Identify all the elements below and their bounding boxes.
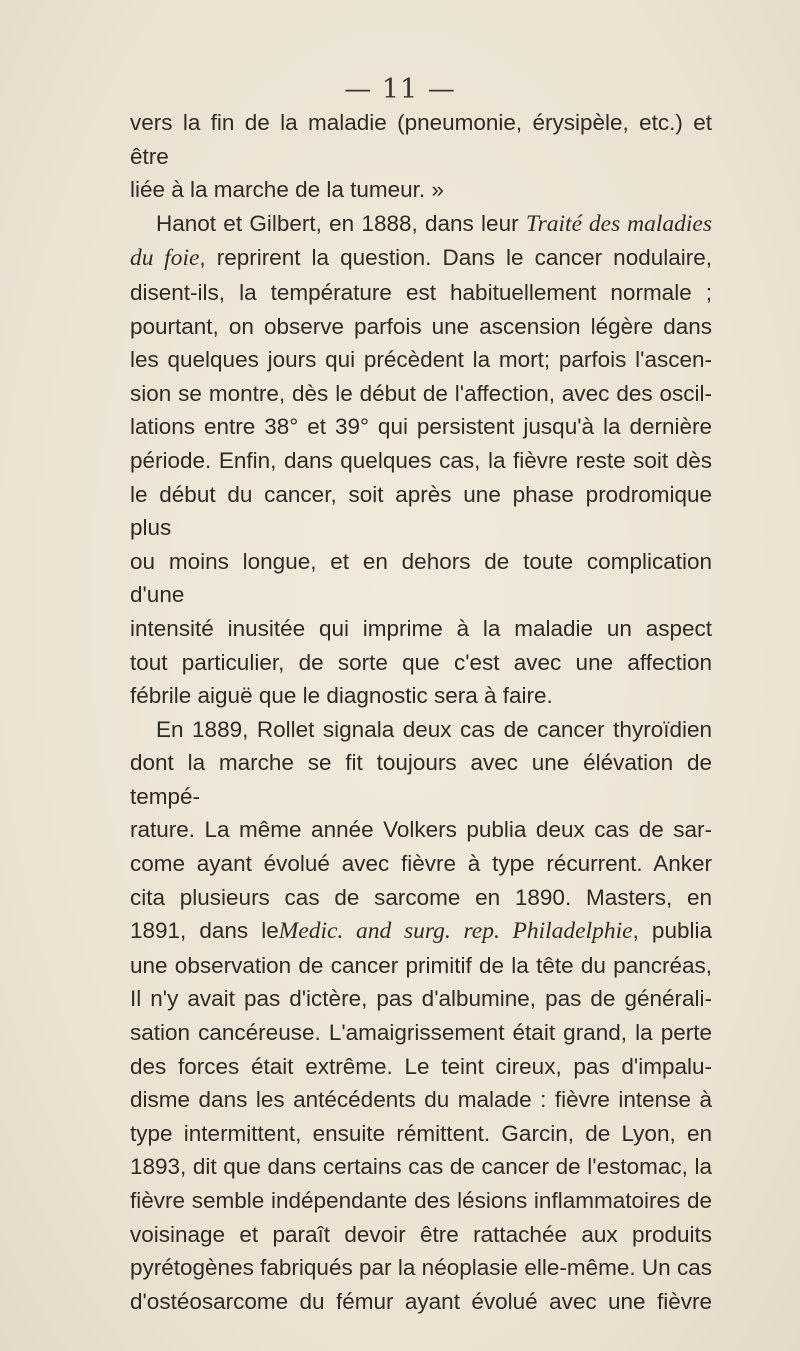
text-line: période. Enfin, dans quelques cas, la fièvre reste soit dès (130, 447, 712, 473)
text-line: sation cancéreuse. L'amaigrissement était grand, la perte (130, 1020, 712, 1046)
text-line: type intermittent, ensuite rémittent. Garcin, de Lyon, en (130, 1120, 712, 1146)
text-line: disme dans les antécédents du malade : fièvre intense à (130, 1087, 712, 1113)
text-line: vers la fin de la maladie (pneumonie, érysipèle, etc.) et être (130, 110, 712, 169)
text-line: d'ostéosarcome du fémur ayant évolué avec une fièvre (130, 1288, 712, 1314)
text-line: les quelques jours qui précèdent la mort; parfois l'ascen- (130, 347, 712, 373)
text-line: des forces était extrême. Le teint cireux, pas d'impalu- (130, 1053, 712, 1079)
text-span: , publia (632, 918, 712, 944)
text-span: Hanot et Gilbert, en 1888, dans leur (156, 210, 519, 236)
text-line: pourtant, on observe parfois une ascension légère dans (130, 313, 712, 339)
text-line: come ayant évolué avec fièvre à type récurrent. Anker (130, 851, 712, 877)
book-title: Traité des maladies (525, 210, 712, 237)
text-line: liée à la marche de la tumeur. » (130, 177, 444, 203)
text-line: disent-ils, la température est habituellement normale ; (130, 279, 712, 305)
text-line (130, 241, 712, 276)
text-line: fébrile aiguë que le diagnostic sera à faire. (130, 683, 553, 709)
page-number: — 11 — (344, 74, 456, 105)
text-line (130, 207, 712, 242)
text-line (130, 914, 712, 949)
text-span: , reprirent la question. Dans le cancer nodulaire, (199, 245, 713, 271)
text-line: Il n'y avait pas d'ictère, pas d'albumine, pas de générali- (130, 986, 712, 1012)
text-line: En 1889, Rollet signala deux cas de cancer thyroïdien (156, 716, 712, 742)
journal-title: Medic. and surg. rep. Philadelphie (278, 918, 633, 945)
book-title-cont: du foie (130, 245, 200, 272)
text-span: 1891, dans le (130, 918, 279, 944)
text-line: lations entre 38° et 39° qui persistent jusqu'à la dernière (130, 414, 712, 440)
text-line: une observation de cancer primitif de la tête du pancréas, (130, 952, 712, 978)
text-line: pyrétogènes fabriqués par la néoplasie elle-même. Un cas (130, 1255, 712, 1281)
text-line: sion se montre, dès le début de l'affection, avec des oscil- (130, 380, 712, 406)
body-text (130, 106, 712, 1318)
text-line: 1893, dit que dans certains cas de cancer de l'estomac, la (130, 1154, 712, 1180)
text-line: fièvre semble indépendante des lésions inflammatoires de (130, 1188, 712, 1213)
text-line: cita plusieurs cas de sarcome en 1890. Masters, en (130, 884, 712, 910)
text-line: voisinage et paraît devoir être rattachée aux produits (130, 1221, 712, 1247)
text-line: le début du cancer, soit après une phase prodromique plus (130, 481, 712, 541)
text-line: rature. La même année Volkers publia deux cas de sar- (130, 817, 712, 843)
text-line: tout particulier, de sorte que c'est avec une affection (130, 649, 712, 675)
text-line: dont la marche se fit toujours avec une élévation de tempé- (130, 750, 712, 809)
text-line: intensité inusitée qui imprime à la maladie un aspect (130, 615, 712, 641)
text-line: ou moins longue, et en dehors de toute complication d'une (130, 548, 712, 608)
